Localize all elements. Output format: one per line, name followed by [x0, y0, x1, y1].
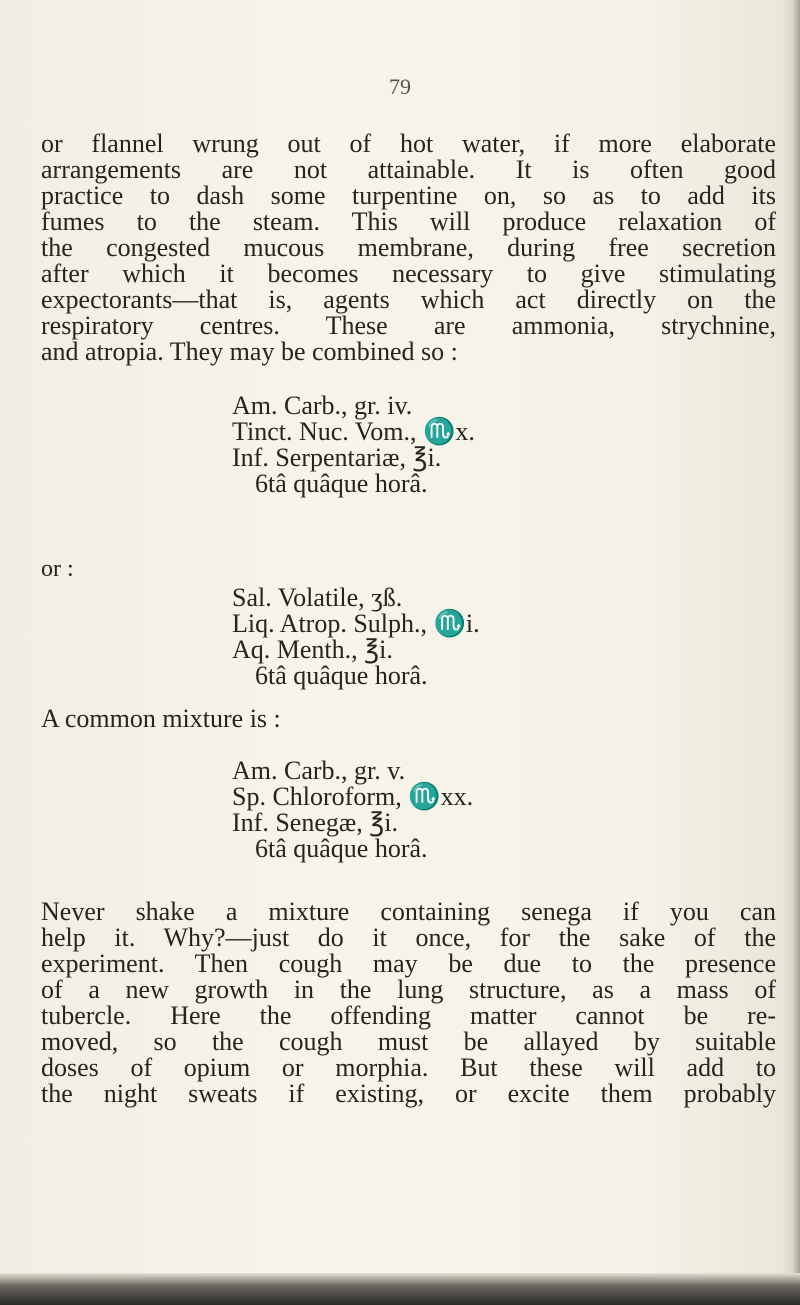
prescription-line: Am. Carb., gr. iv.	[232, 391, 413, 420]
paragraph-intro	[41, 131, 776, 365]
paragraph-senega-warning	[41, 899, 776, 1107]
text-line: tubercle. Here the offending matter cannot be re-	[41, 1001, 776, 1030]
text-line: of a new growth in the lung structure, as a mass of	[41, 975, 776, 1004]
prescription-line: Inf. Serpentariæ, ℥i.	[232, 443, 442, 472]
text-line: moved, so the cough must be allayed by suitable	[41, 1027, 776, 1056]
scan-bottom-edge	[0, 1273, 800, 1305]
prescription-line: Inf. Senegæ, ℥i.	[232, 808, 398, 837]
prescription-dosage: 6tâ quâque horâ.	[255, 834, 428, 863]
text-line: or flannel wrung out of hot water, if more elaborate	[41, 129, 776, 158]
prescription-line: Aq. Menth., ℥i.	[232, 635, 393, 664]
prescription-ammonia	[232, 393, 475, 497]
or-label: or :	[41, 556, 74, 582]
prescription-line: Sal. Volatile, ʒß.	[232, 583, 403, 612]
mixture-intro: A common mixture is :	[41, 704, 281, 733]
prescription-line: Tinct. Nuc. Vom., ♏x.	[232, 417, 475, 446]
text-line: the night sweats if existing, or excite them probably	[41, 1079, 776, 1108]
prescription-dosage: 6tâ quâque horâ.	[255, 661, 428, 690]
text-line: respiratory centres. These are ammonia, strychnine,	[41, 311, 776, 340]
text-line: fumes to the steam. This will produce relaxation of	[41, 207, 776, 236]
text-line: expectorants—that is, agents which act directly on the	[41, 285, 776, 314]
page-edge-shadow	[782, 0, 800, 1305]
prescription-line: Am. Carb., gr. v.	[232, 756, 406, 785]
text-line: doses of opium or morphia. But these will add to	[41, 1053, 776, 1082]
text-line: the congested mucous membrane, during free secretion	[41, 233, 776, 262]
text-line: experiment. Then cough may be due to the presence	[41, 949, 776, 978]
text-line: and atropia. They may be combined so :	[41, 337, 458, 366]
prescription-atropia	[232, 585, 480, 689]
text-line: arrangements are not attainable. It is often good	[41, 155, 776, 184]
prescription-line: Sp. Chloroform, ♏xx.	[232, 782, 474, 811]
prescription-senega	[232, 758, 473, 862]
prescription-line: Liq. Atrop. Sulph., ♏i.	[232, 609, 480, 638]
text-line: Never shake a mixture containing senega if you can	[41, 897, 776, 926]
text-line: practice to dash some turpentine on, so as to add its	[41, 181, 776, 210]
prescription-dosage: 6tâ quâque horâ.	[255, 469, 428, 498]
text-line: help it. Why?—just do it once, for the sake of the	[41, 923, 776, 952]
text-line: after which it becomes necessary to give stimulating	[41, 259, 776, 288]
page-number: 79	[389, 74, 411, 99]
